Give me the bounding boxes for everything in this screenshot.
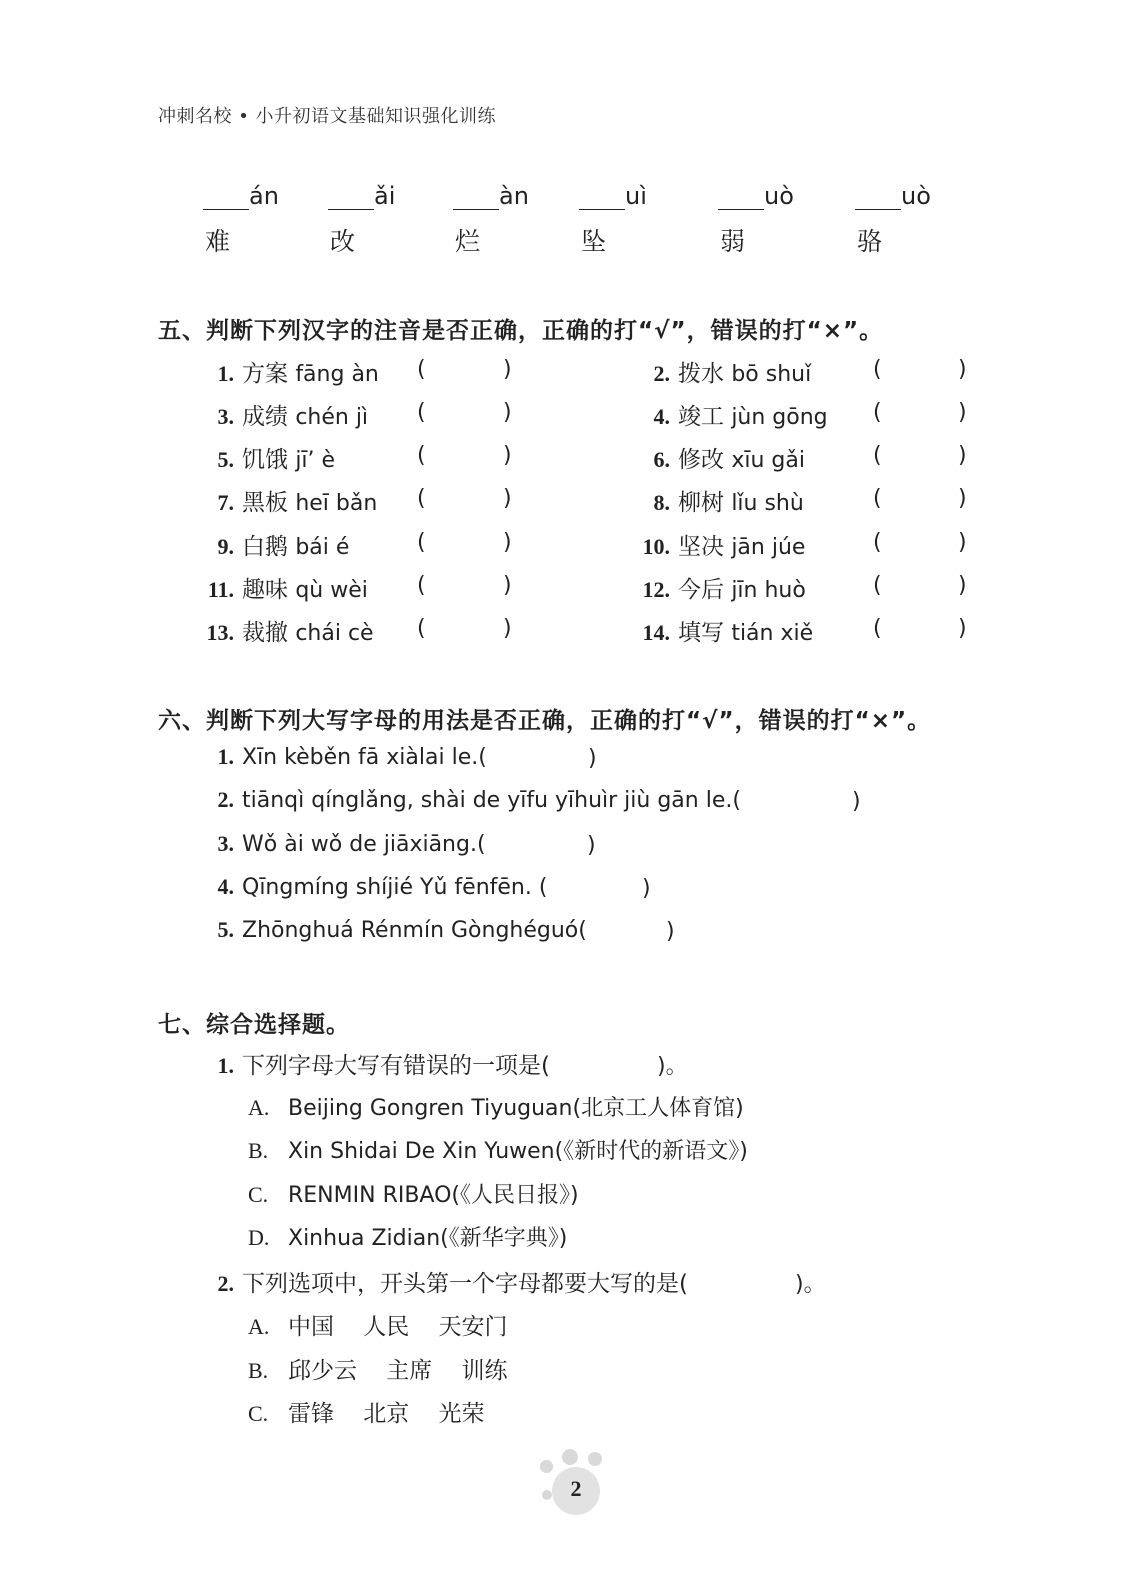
item-number: 10. — [642, 534, 670, 559]
answer-paren-open[interactable]: ( — [417, 357, 426, 382]
item-word: 修改 — [678, 447, 724, 473]
answer-paren-close: ) — [503, 530, 512, 555]
answer-paren-open[interactable]: ( — [417, 530, 426, 555]
option-a[interactable] — [248, 1308, 508, 1341]
item-word: 方案 — [242, 361, 288, 387]
option-b[interactable] — [248, 1134, 748, 1165]
paw-dot-icon — [540, 1460, 553, 1473]
answer-paren-close: ) — [958, 443, 967, 468]
item-word: 趣味 — [242, 577, 288, 603]
item-word: 竣工 — [678, 404, 724, 430]
item-number: 1. — [217, 1053, 234, 1078]
option-letter: C. — [248, 1182, 269, 1207]
item-word: 白鹅 — [242, 534, 288, 560]
judge-item — [200, 484, 377, 517]
answer-paren-open[interactable]: ( — [417, 443, 426, 468]
option-letter: B. — [248, 1138, 269, 1163]
sentence-item — [200, 787, 741, 813]
answer-paren-close[interactable]: ) — [642, 876, 651, 901]
answer-paren-close: ) — [958, 486, 967, 511]
item-sentence: Xīn kèběn fā xiàlai le.( — [242, 745, 487, 770]
hanzi: 烂 — [455, 227, 481, 256]
answer-paren-close: ) — [958, 573, 967, 598]
section-7-title: 七、综合选择题。 — [158, 1012, 350, 1038]
answer-paren-open[interactable]: ( — [417, 616, 426, 641]
answer-paren-open[interactable]: ( — [417, 573, 426, 598]
answer-paren-open[interactable]: ( — [417, 486, 426, 511]
judge-item — [636, 571, 806, 604]
option-text: 中国 人民 天安门 — [288, 1314, 508, 1340]
answer-paren-open[interactable]: ( — [417, 400, 426, 425]
item-pinyin: jīn huò — [731, 578, 806, 603]
option-letter: B. — [248, 1358, 269, 1383]
fill-item — [718, 182, 858, 258]
answer-paren-close: ) — [958, 530, 967, 555]
answer-paren-open[interactable]: ( — [873, 530, 882, 555]
item-pinyin: chái cè — [295, 621, 374, 646]
section-5-title: 五、判断下列汉字的注音是否正确，正确的打“√”，错误的打“×”。 — [158, 318, 884, 344]
answer-paren-close: ) — [503, 616, 512, 641]
hanzi: 难 — [205, 227, 231, 256]
answer-paren-close[interactable]: ) — [666, 919, 675, 944]
answer-paren-close[interactable]: ) — [588, 746, 597, 771]
option-text: Xin Shidai De Xin Yuwen(《新时代的新语文》) — [288, 1139, 748, 1164]
answer-paren-close: ) — [503, 400, 512, 425]
hanzi: 弱 — [720, 227, 746, 256]
answer-blank[interactable] — [579, 185, 625, 210]
item-pinyin: jùn gōng — [731, 405, 828, 430]
judge-item — [200, 614, 374, 647]
paw-dot-icon — [542, 1490, 552, 1500]
option-c[interactable] — [248, 1395, 485, 1428]
answer-blank[interactable] — [855, 185, 901, 210]
item-number: 2. — [217, 1271, 234, 1296]
answer-paren-close: ) — [958, 357, 967, 382]
answer-paren-open[interactable]: ( — [873, 443, 882, 468]
answer-paren-close: ) — [503, 573, 512, 598]
item-sentence: tiānqì qínglǎng, shài de yīfu yīhuìr jiù gān le.( — [242, 788, 741, 813]
sentence-item — [200, 874, 547, 900]
option-b[interactable] — [248, 1352, 508, 1385]
judge-item — [200, 441, 335, 474]
pinyin-final: ǎi — [374, 182, 396, 210]
hanzi: 坠 — [581, 227, 607, 256]
item-pinyin: bō shuǐ — [731, 362, 812, 387]
item-number: 4. — [217, 874, 234, 899]
answer-paren-open[interactable]: ( — [873, 357, 882, 382]
item-number: 3. — [217, 404, 234, 429]
option-letter: A. — [248, 1095, 270, 1120]
item-number: 1. — [217, 361, 234, 386]
paw-dot-icon — [588, 1452, 602, 1466]
sentence-item — [200, 917, 587, 943]
option-text: RENMIN RIBAO(《人民日报》) — [288, 1183, 579, 1208]
answer-paren-close[interactable]: ) — [852, 789, 861, 814]
item-number: 7. — [217, 490, 234, 515]
item-word: 成绩 — [242, 404, 288, 430]
judge-item — [200, 355, 379, 388]
answer-paren-close: ) — [958, 616, 967, 641]
pinyin-final: án — [249, 182, 279, 210]
item-word: 柳树 — [678, 490, 724, 516]
item-number: 3. — [217, 831, 234, 856]
item-number: 14. — [642, 620, 670, 645]
question-stem — [200, 1047, 550, 1080]
item-number: 2. — [217, 787, 234, 812]
option-text: Xinhua Zidian(《新华字典》) — [288, 1226, 568, 1251]
answer-blank[interactable] — [328, 185, 374, 210]
item-pinyin: chén jì — [295, 405, 369, 430]
judge-item — [636, 398, 828, 431]
item-sentence: Wǒ ài wǒ de jiāxiāng.( — [242, 832, 486, 857]
item-number: 4. — [653, 404, 670, 429]
pinyin-final: uò — [764, 182, 794, 210]
item-word: 填写 — [678, 620, 724, 646]
item-pinyin: tián xiě — [731, 621, 814, 646]
item-number: 8. — [653, 490, 670, 515]
answer-paren-open[interactable]: ( — [873, 486, 882, 511]
item-number: 5. — [217, 917, 234, 942]
item-word: 裁撤 — [242, 620, 288, 646]
answer-paren-open[interactable]: ( — [873, 400, 882, 425]
pinyin-final: àn — [499, 182, 529, 210]
fill-item — [579, 182, 719, 258]
option-letter: C. — [248, 1401, 269, 1426]
page-header: 冲刺名校 • 小升初语文基础知识强化训练 — [158, 106, 497, 127]
item-pinyin: lǐu shù — [731, 491, 804, 516]
judge-item — [200, 571, 368, 604]
answer-blank[interactable] — [453, 185, 499, 210]
hanzi: 改 — [330, 227, 356, 256]
item-pinyin: qù wèi — [295, 578, 368, 603]
item-word: 黑板 — [242, 490, 288, 516]
item-number: 2. — [653, 361, 670, 386]
judge-item — [200, 528, 349, 561]
answer-paren-close[interactable]: ) — [587, 833, 596, 858]
option-d[interactable] — [248, 1221, 567, 1252]
item-number: 9. — [217, 534, 234, 559]
answer-paren-open[interactable]: ( — [873, 573, 882, 598]
answer-paren-close: ) — [503, 357, 512, 382]
stem-text: 下列选项中，开头第一个字母都要大写的是( — [242, 1271, 688, 1297]
answer-paren-close[interactable]: )。 — [795, 1272, 826, 1297]
hanzi: 骆 — [857, 227, 883, 256]
judge-item — [636, 528, 805, 561]
judge-item — [636, 355, 811, 388]
answer-blank[interactable] — [203, 185, 249, 210]
item-pinyin: jān júe — [731, 535, 806, 560]
item-pinyin: fāng àn — [295, 362, 379, 387]
item-pinyin: jī’ è — [295, 448, 336, 473]
question-stem — [200, 1265, 688, 1298]
judge-item — [636, 441, 805, 474]
judge-item — [636, 484, 804, 517]
pinyin-final: uò — [901, 182, 931, 210]
item-number: 11. — [207, 577, 234, 602]
page-number: 2 — [570, 1476, 582, 1501]
answer-paren-close: ) — [503, 486, 512, 511]
judge-item — [200, 398, 368, 431]
sentence-item — [200, 744, 487, 770]
fill-item — [328, 182, 468, 258]
option-a[interactable] — [248, 1091, 744, 1122]
stem-text: 下列字母大写有错误的一项是( — [242, 1053, 550, 1079]
answer-paren-close[interactable]: )。 — [657, 1054, 688, 1079]
paw-dot-icon — [562, 1449, 578, 1465]
option-text: 雷锋 北京 光荣 — [288, 1401, 485, 1427]
item-word: 坚决 — [678, 534, 724, 560]
fill-item — [203, 182, 343, 258]
item-sentence: Qīngmíng shíjié Yǔ fēnfēn. ( — [242, 875, 548, 900]
item-word: 今后 — [678, 577, 724, 603]
item-number: 5. — [217, 447, 234, 472]
fill-item — [453, 182, 593, 258]
option-text: 邱少云 主席 训练 — [288, 1358, 508, 1384]
answer-paren-close: ) — [503, 443, 512, 468]
item-sentence: Zhōnghuá Rénmín Gònghéguó( — [242, 918, 587, 943]
judge-item — [636, 614, 813, 647]
item-word: 饥饿 — [242, 447, 288, 473]
option-letter: A. — [248, 1314, 270, 1339]
item-pinyin: bái é — [295, 535, 350, 560]
option-text: Beijing Gongren Tiyuguan(北京工人体育馆) — [288, 1096, 744, 1121]
option-c[interactable] — [248, 1178, 579, 1209]
item-number: 1. — [217, 744, 234, 769]
section-6-title: 六、判断下列大写字母的用法是否正确，正确的打“√”，错误的打“×”。 — [158, 708, 932, 734]
sentence-item — [200, 831, 486, 857]
fill-item — [855, 182, 995, 258]
answer-paren-open[interactable]: ( — [873, 616, 882, 641]
item-number: 6. — [653, 447, 670, 472]
item-pinyin: xīu gǎi — [731, 448, 805, 473]
option-letter: D. — [248, 1225, 270, 1250]
item-number: 12. — [642, 577, 670, 602]
item-number: 13. — [206, 620, 234, 645]
item-pinyin: heī bǎn — [295, 491, 378, 516]
item-word: 拨水 — [678, 361, 724, 387]
answer-blank[interactable] — [718, 185, 764, 210]
pinyin-final: uì — [625, 182, 647, 210]
answer-paren-close: ) — [958, 400, 967, 425]
